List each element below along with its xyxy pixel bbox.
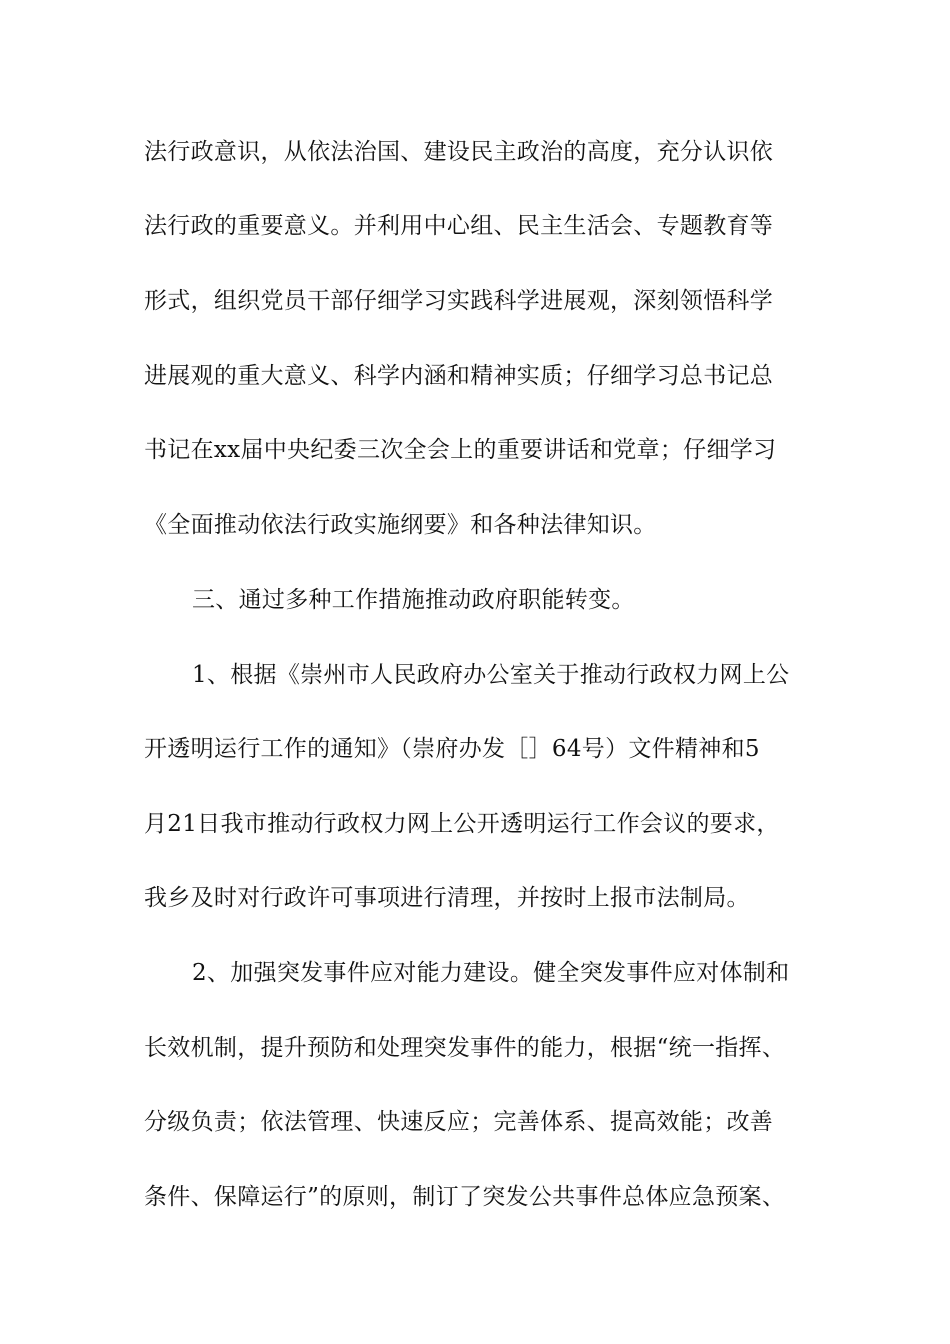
text-line-5: 书记在xx届中央纪委三次全会上的重要讲话和党章；仔细学习 [144,437,777,463]
section-heading-3: 三、通过多种工作措施推动政府职能转变。 [192,587,635,613]
text-line-13: 长效机制，提升预防和处理突发事件的能力，根据“统一指挥、 [144,1035,786,1061]
text-line-4: 进展观的重大意义、科学内涵和精神实质；仔细学习总书记总 [144,363,774,389]
paragraph-1-start: 1、根据《崇州市人民政府办公室关于推动行政权力网上公 [192,662,790,688]
text-line-15: 条件、保障运行”的原则，制订了突发公共事件总体应急预案、 [144,1184,786,1210]
text-line-3: 形式，组织党员干部仔细学习实践科学进展观，深刻领悟科学 [144,288,774,314]
paragraph-2-start: 2、加强突发事件应对能力建设。健全突发事件应对体制和 [192,960,790,986]
text-line-11: 我乡及时对行政许可事项进行清理，并按时上报市法制局。 [144,885,750,911]
text-line-14: 分级负责；依法管理、快速反应；完善体系、提高效能；改善 [144,1109,774,1135]
text-line-10: 月21日我市推动行政权力网上公开透明运行工作会议的要求， [144,811,780,837]
text-line-2: 法行政的重要意义。并利用中心组、民主生活会、专题教育等 [144,213,774,239]
text-line-1: 法行政意识，从依法治国、建设民主政治的高度，充分认识依 [144,139,774,165]
text-line-6: 《全面推动依法行政实施纲要》和各种法律知识。 [144,512,657,538]
text-line-9: 开透明运行工作的通知》（崇府办发［］64号）文件精神和5 [144,736,760,762]
